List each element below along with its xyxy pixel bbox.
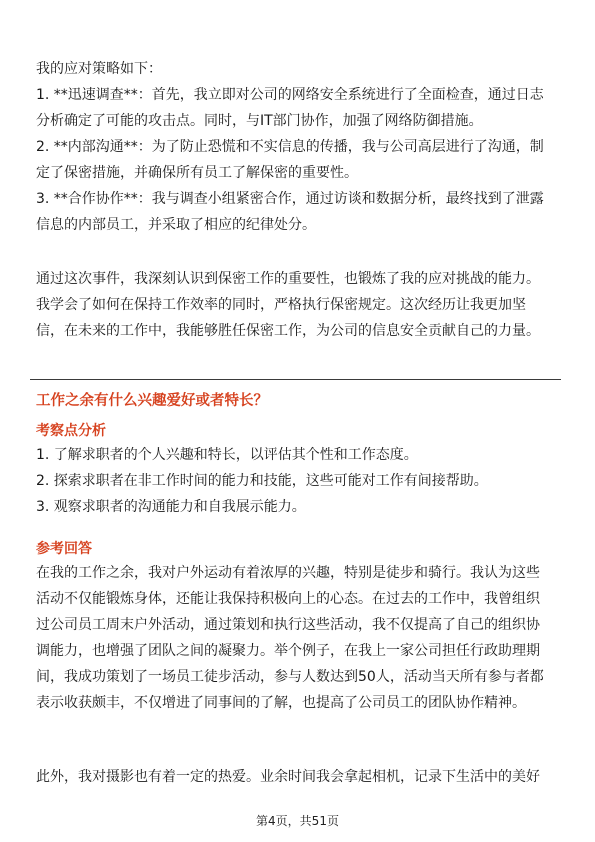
answer-line-3: 过公司员工周末户外活动，通过策划和执行这些活动，我不仅提高了自己的组织协 — [36, 617, 540, 633]
strategy-item-3-line-2: 信息的内部员工，并采取了相应的纪律处分。 — [36, 217, 316, 233]
answer-heading: 参考回答 — [36, 541, 92, 557]
answer-line-4: 调能力，也增强了团队之间的凝聚力。举个例子，在我上一家公司担任行政助理期 — [36, 643, 540, 659]
continuation-paragraph — [36, 764, 561, 790]
page-footer — [0, 812, 595, 829]
analysis-item-2: 2. 探索求职者在非工作时间的能力和技能，这些可能对工作有间接帮助。 — [36, 473, 488, 489]
page-number: 第4页，共51页 — [256, 814, 339, 828]
strategy-item-1-line-1: 1. **迅速调查**：首先，我立即对公司的网络安全系统进行了全面检查，通过日志 — [36, 87, 544, 103]
strategy-item-2-line-1: 2. **内部沟通**：为了防止恐慌和不实信息的传播，我与公司高层进行了沟通，制 — [36, 139, 544, 155]
strategy-item-2-line-2: 定了保密措施，并确保所有员工了解保密的重要性。 — [36, 165, 358, 181]
strategy-item-3 — [36, 186, 561, 238]
summary-line-3: 信，在未来的工作中，我能够胜任保密工作，为公司的信息安全贡献自己的力量。 — [36, 323, 540, 339]
analysis-section — [36, 420, 561, 520]
section-divider — [30, 379, 561, 380]
analysis-item-3: 3. 观察求职者的沟通能力和自我展示能力。 — [36, 499, 306, 515]
summary-line-1: 通过这次事件，我深刻认识到保密工作的重要性，也锻炼了我的应对挑战的能力。 — [36, 271, 540, 287]
answer-line-1: 在我的工作之余，我对户外运动有着浓厚的兴趣，特别是徒步和骑行。我认为这些 — [36, 565, 540, 581]
question-title: 工作之余有什么兴趣爱好或者特长？ — [36, 393, 268, 409]
analysis-heading: 考察点分析 — [36, 423, 106, 439]
answer-line-2: 活动不仅能锻炼身体，还能让我保持积极向上的心态。在过去的工作中，我曾组织 — [36, 591, 540, 607]
answer-line-6: 表示收获颇丰，不仅增进了同事间的了解，也提高了公司员工的团队协作精神。 — [36, 695, 526, 711]
strategy-item-2 — [36, 134, 561, 186]
summary-paragraph — [36, 266, 561, 344]
summary-line-2: 我学会了如何在保持工作效率的同时，严格执行保密规定。这次经历让我更加坚 — [36, 297, 526, 313]
spacer — [36, 238, 561, 266]
answer-line-5: 间，我成功策划了一场员工徒步活动，参与人数达到50人，活动当天所有参与者都 — [36, 669, 544, 685]
strategy-section — [36, 56, 561, 344]
strategy-item-1-line-2: 分析确定了可能的攻击点。同时，与IT部门协作，加强了网络防御措施。 — [36, 113, 483, 129]
strategy-item-3-line-1: 3. **合作协作**：我与调查小组紧密合作，通过访谈和数据分析，最终找到了泄露 — [36, 191, 544, 207]
strategy-heading: 我的应对策略如下： — [36, 61, 162, 77]
analysis-item-1: 1. 了解求职者的个人兴趣和特长，以评估其个性和工作态度。 — [36, 447, 418, 463]
continuation-line: 此外，我对摄影也有着一定的热爱。业余时间我会拿起相机，记录下生活中的美好 — [36, 769, 540, 785]
answer-section — [36, 538, 561, 716]
strategy-item-1 — [36, 82, 561, 134]
